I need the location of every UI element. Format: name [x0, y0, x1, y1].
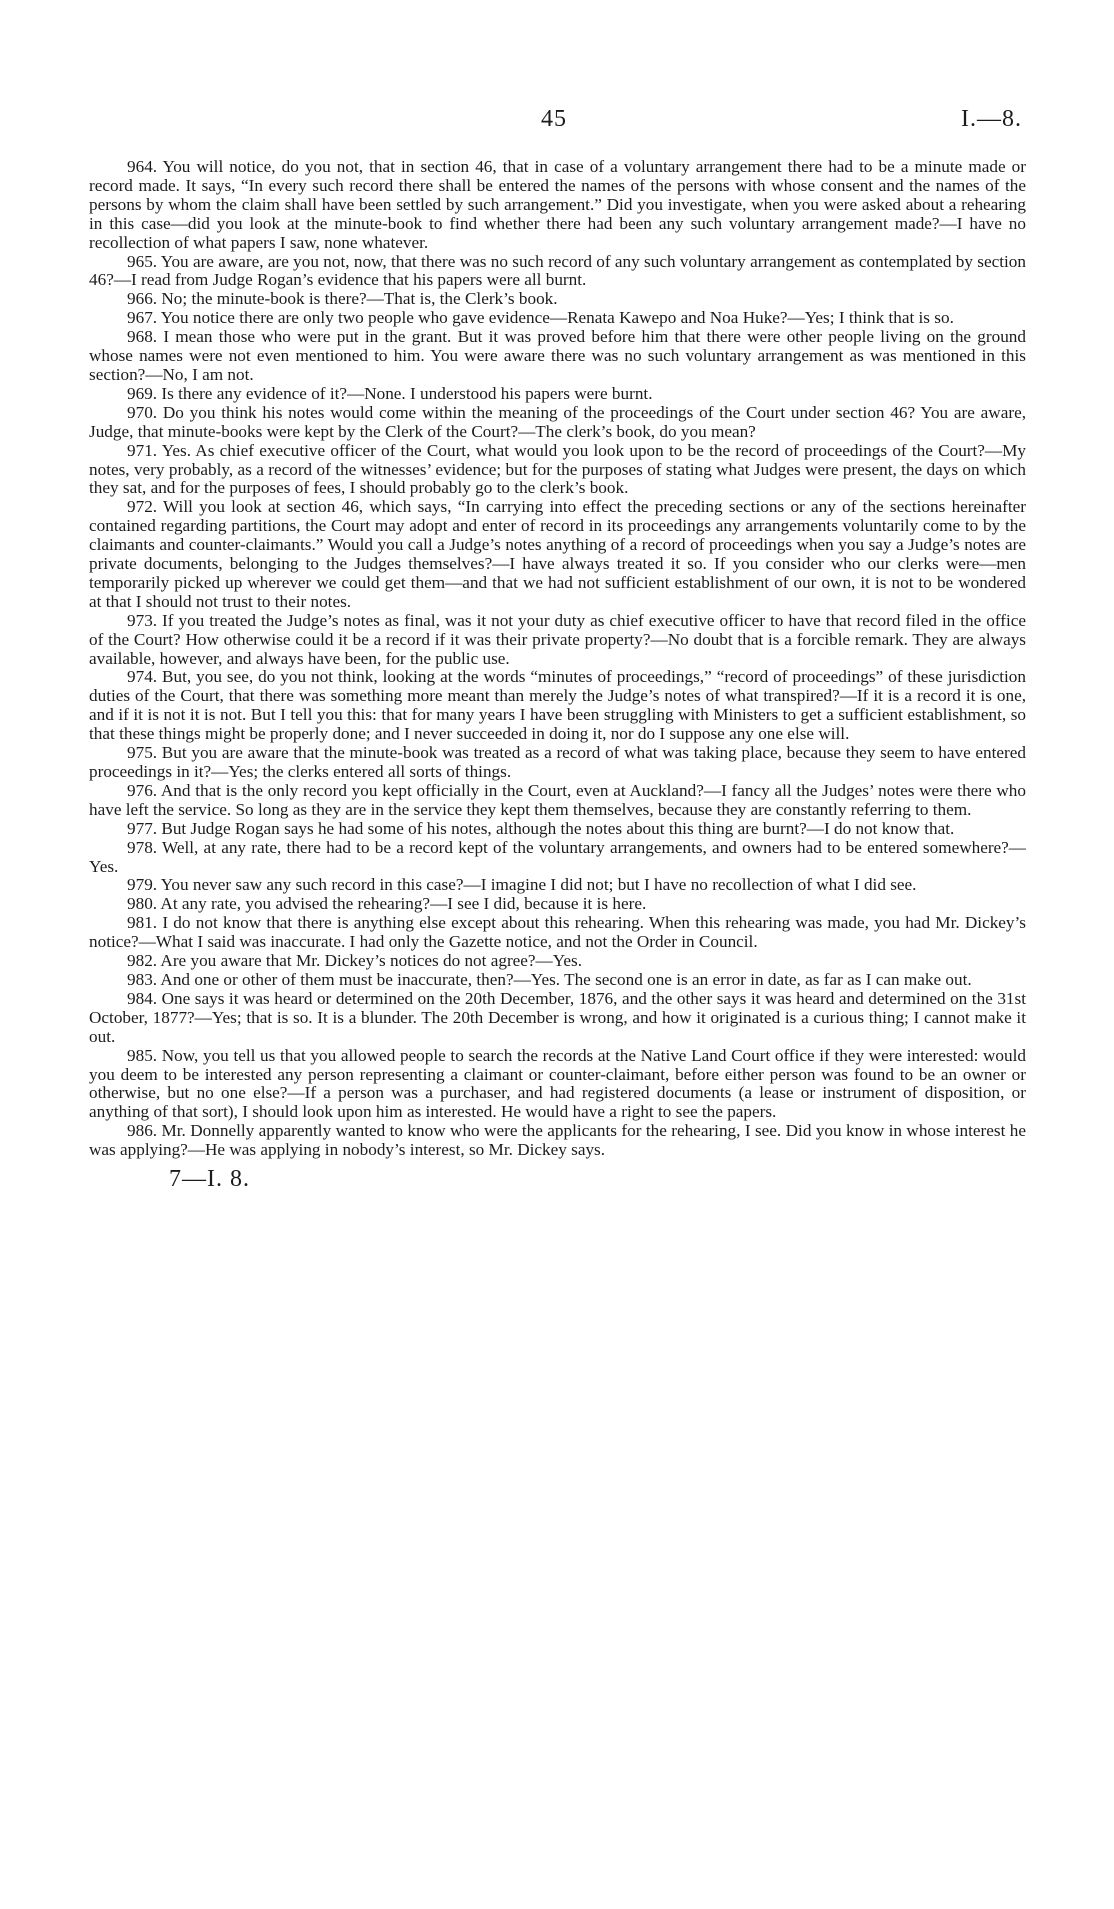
paragraph-966: 966. No; the minute-book is there?—That is, the Clerk’s book. — [127, 289, 558, 309]
paragraph-977: 977. But Judge Rogan says he had some of his notes, although the notes about this thing are burnt?—I do not know that. — [127, 818, 955, 838]
signature-mark: 7—I. 8. — [169, 1166, 250, 1193]
paragraph-969: 969. Is there any evidence of it?—None. I understood his papers were burnt. — [127, 383, 653, 403]
paragraph-973: 973. If you treated the Judge’s notes as final, was it not your duty as chief executive officer to have that record filed in the office of the Court? How otherwise could it be a record if it was their private property?—No doubt that is a forcible remark. They are always available, however, and always have been, for the public use. — [89, 610, 1026, 668]
paragraph-965: 965. You are aware, are you not, now, that there was no such record of any such voluntary arrangement as contemplated by section 46?—I read from Judge Rogan’s evidence that his papers were all burnt. — [89, 251, 1026, 290]
page-number: 45 — [541, 106, 567, 132]
paragraph-971: 971. Yes. As chief executive officer of the Court, what would you look upon to be the record of proceedings of the Court?—My notes, very probably, as a record of the witnesses’ evidence; but for the purposes of stating what Judges were present, the days on which they sat, and for the purposes of fees, I should probably go to the clerk’s book. — [89, 440, 1026, 498]
paragraph-984: 984. One says it was heard or determined on the 20th December, 1876, and the other says it was heard and determined on the 31st October, 1877?—Yes; that is so. It is a blunder. The 20th December is wrong, and how it originated is a curious thing; I cannot make it out. — [89, 988, 1026, 1046]
paragraph-985: 985. Now, you tell us that you allowed people to search the records at the Native Land Court office if they were interested: would you deem to be interested any person representing a claimant or counter-claimant, before either person was found to be an owner or otherwise, but no one else?—If a person was a purchaser, and had registered documents (a lease or instrument of disposition, or anything of that sort), I should look upon him as interested. He would have a right to see the papers. — [89, 1045, 1026, 1122]
paragraph-979: 979. You never saw any such record in this case?—I imagine I did not; but I have no recollection of what I did see. — [127, 875, 917, 895]
document-reference: I.—8. — [961, 106, 1022, 132]
paragraph-970: 970. Do you think his notes would come within the meaning of the proceedings of the Court under section 46? You are aware, Judge, that minute-books were kept by the Clerk of the Court?—The clerk’s book, do you mean? — [89, 402, 1026, 441]
paragraph-981: 981. I do not know that there is anything else except about this rehearing. When this rehearing was made, you had Mr. Dickey’s notice?—What I said was inaccurate. I had only the Gazette notice, and not the Order in Council. — [89, 913, 1026, 952]
paragraph-974: 974. But, you see, do you not think, looking at the words “minutes of proceedings,” “record of proceedings” of these jurisdiction duties of the Court, that there was something more meant than merely the Judge’s notes of what transpired?—If it is a record it is one, and if it is not it is not. But I tell you this: that for many years I have been struggling with Ministers to get a sufficient establishment, so that these things might be properly done; and I never succeeded in doing it, nor do I suppose any one else will. — [89, 667, 1026, 744]
paragraph-975: 975. But you are aware that the minute-book was treated as a record of what was taking place, because they seem to have entered proceedings in it?—Yes; the clerks entered all sorts of things. — [89, 743, 1026, 781]
document-page — [89, 96, 1026, 1193]
paragraph-976: 976. And that is the only record you kept officially in the Court, even at Auckland?—I fancy all the Judges’ notes were there who have left the service. So long as they are in the service they kept them themselves, because they are constantly referring to them. — [89, 780, 1026, 819]
paragraph-967: 967. You notice there are only two people who gave evidence—Renata Kawepo and Noa Huke?—Yes; I think that is so. — [127, 308, 954, 328]
paragraph-986: 986. Mr. Donnelly apparently wanted to know who were the applicants for the rehearing, I see. Did you know in whose interest he was applying?—He was applying in nobody’s interest, so Mr. Dickey says. — [89, 1121, 1026, 1160]
paragraph-982: 982. Are you aware that Mr. Dickey’s notices do not agree?—Yes. — [127, 951, 583, 971]
page-header — [89, 96, 1026, 158]
body-text — [89, 158, 1026, 1160]
paragraph-980: 980. At any rate, you advised the rehearing?—I see I did, because it is here. — [127, 894, 647, 914]
paragraph-983: 983. And one or other of them must be inaccurate, then?—Yes. The second one is an error in date, as far as I can make out. — [127, 969, 972, 989]
paragraph-978: 978. Well, at any rate, there had to be a record kept of the voluntary arrangements, and owners had to be entered somewhere?—Yes. — [89, 837, 1026, 876]
paragraph-968: 968. I mean those who were put in the grant. But it was proved before him that there were other people living on the ground whose names were not even mentioned to him. You were aware there was no such voluntary arrangement as was mentioned in this section?—No, I am not. — [89, 327, 1026, 384]
paragraph-972: 972. Will you look at section 46, which says, “In carrying into effect the preceding sections or any of the sections hereinafter contained regarding partitions, the Court may adopt and enter of record in its proceedings any arrangements voluntarily come to by the claimants and counter-claimants.” Would you call a Judge’s notes anything of a record of proceedings when you say a Judge’s notes are private documents, belonging to the Judges themselves?—I have always treated it so. If you consider who our clerks were—men temporarily picked up wherever we could get them—and that we had not sufficient establishment of our own, it is not to be wondered at that I should not trust to their notes. — [89, 497, 1026, 611]
paragraph-964: 964. You will notice, do you not, that in section 46, that in case of a voluntary arrangement there had to be a minute made or record made. It says, “In every such record there shall be entered the names of the persons with whose consent and the names of the persons by whom the claim shall have been settled by such arrangement.” Did you investigate, when you were asked about a rehearing in this case—did you look at the minute-book to find whether there had been any such voluntary arrangement made?—I have no recollection of what papers I saw, none whatever. — [89, 157, 1026, 252]
